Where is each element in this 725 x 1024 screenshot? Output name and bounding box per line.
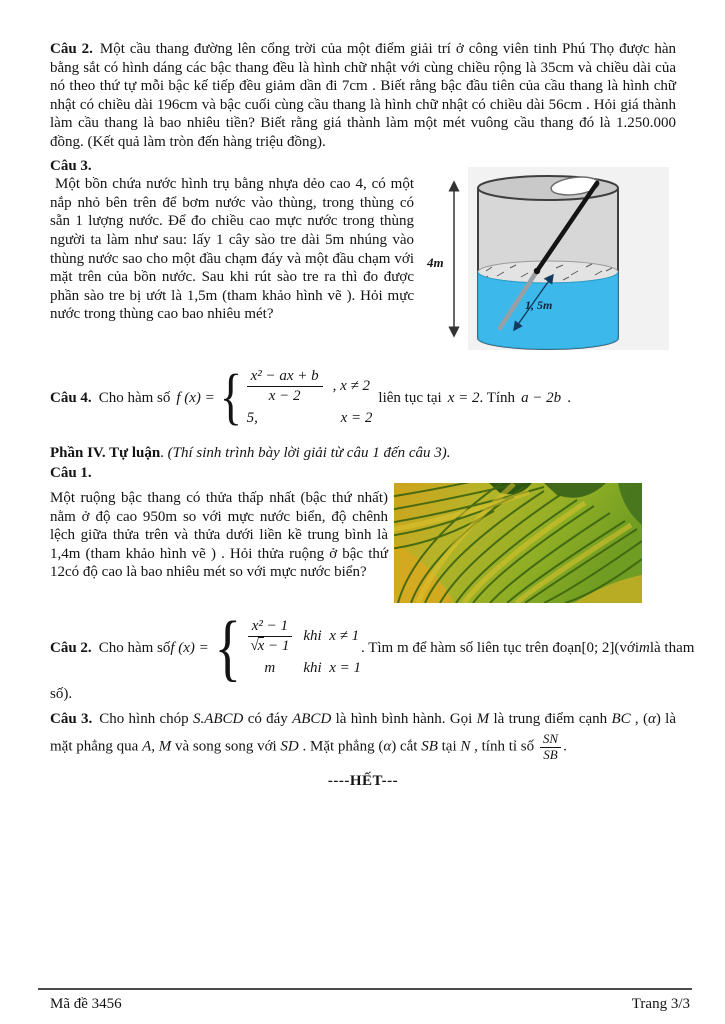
case-2-value-2: m — [264, 660, 276, 677]
left-brace-2: { — [214, 606, 241, 689]
expression-to-compute: a − 2b — [521, 389, 562, 406]
fraction-denominator: x − 2 — [268, 388, 301, 404]
question-3-row — [50, 175, 676, 356]
rice-terraces-svg — [394, 483, 642, 603]
q3-seg: và song song với — [171, 738, 281, 755]
alpha-plane: α — [383, 738, 392, 755]
edge-sd: SD — [280, 738, 299, 755]
point-n: N — [460, 738, 471, 755]
q3-seg: ) là mặt phẳng qua — [50, 710, 676, 755]
question-4-tail-2: . Tính — [479, 389, 516, 406]
parameter-m: m — [639, 639, 650, 656]
ratio-denominator: SB — [543, 747, 558, 763]
function-notation: f (x) = — [176, 389, 215, 406]
q3-seg: ) cắt — [391, 738, 422, 755]
pyramid-name: S.ABCD — [192, 710, 244, 727]
footer-rule — [38, 988, 692, 990]
q3-seg: . Mặt phẳng ( — [298, 738, 384, 755]
case-1-condition: , x ≠ 2 — [332, 378, 371, 395]
radical-sign: √ — [250, 638, 259, 655]
part4-question-2-row — [50, 606, 695, 689]
fraction-2 — [246, 618, 293, 656]
part-4-dot: . — [160, 444, 164, 461]
question-4-tail-1: liên tục tại — [378, 389, 442, 406]
part4-question-2-label: Câu 2. — [50, 639, 92, 656]
question-2-paragraph — [50, 40, 676, 152]
part-4-heading — [50, 444, 676, 463]
q3-seg: là hình bình hành. Gọi — [331, 710, 477, 727]
part4-question-2-tail-2: (với — [614, 639, 640, 656]
part4-question-2-wrap: số). — [50, 686, 73, 703]
question-4-tail-3: . — [567, 389, 571, 406]
q3-seg: tại — [437, 738, 461, 755]
question-2-text: Một cầu thang đường lên cổng trời của một điểm giải trí ở công viên tinh Phú Thọ được hàn bằng sắt có hình dáng các bậc thang đều là hình chữ nhật với cùng chiều rộng là 35cm và chiều dài của nó theo thứ tự mỗi bậc kế tiếp đều giảm dần đi 7cm . Biết rằng bậc đầu tiên của cầu thang là hình chữ nhật có chiều dài 196cm và bậc cuối cùng cầu thang là hình chữ nhật có chiều dài 56cm . Hỏi giá thành làm cầu thang là bao nhiêu tiền? Biết rằng giá thành làm một mét vuông cầu thang đó là 1.250.000 đồng. (Kết quả làm tròn đến hàng triệu đồng). — [50, 41, 676, 150]
water-tank-svg — [426, 167, 669, 350]
left-brace: { — [219, 362, 242, 431]
rice-terraces-image — [394, 483, 642, 609]
function-notation-2: f (x) = — [170, 639, 209, 656]
point-m: M — [476, 710, 490, 727]
page-number: Trang 3/3 — [631, 996, 690, 1012]
part4-question-3-label: Câu 3. — [50, 710, 93, 727]
fraction — [247, 368, 323, 406]
case-1-condition-2: khi x ≠ 1 — [303, 628, 360, 645]
ratio-fraction — [540, 732, 561, 763]
footer — [50, 995, 690, 1014]
alpha-plane: α — [647, 710, 656, 727]
base-name: ABCD — [292, 710, 332, 727]
rod-surface-point — [534, 268, 540, 274]
height-label: 4m — [427, 255, 444, 271]
water-tank-figure — [426, 167, 669, 356]
denominator-rest: − 1 — [264, 638, 290, 655]
radicand: x — [257, 638, 265, 655]
fraction-numerator: x² − ax + b — [247, 368, 323, 387]
question-4-label: Câu 4. — [50, 389, 92, 406]
question-2-label: Câu 2. — [50, 41, 93, 57]
edge-bc: BC — [611, 710, 631, 727]
case-2-condition: x = 2 — [340, 410, 373, 427]
q3-seg: . — [563, 738, 567, 755]
edge-sb: SB — [421, 738, 438, 755]
q3-seg: , ( — [630, 710, 648, 727]
question-3-label: Câu 3. — [50, 157, 92, 174]
continuity-point: x = 2 — [447, 389, 480, 406]
case-2-value: 5, — [246, 410, 258, 427]
question-4-row — [50, 362, 676, 431]
piecewise-cases-2 — [246, 618, 361, 678]
ratio-numerator: SN — [540, 732, 561, 748]
q3-seg: , tính tỉ số — [470, 738, 538, 755]
fraction-2-numerator: x² − 1 — [248, 618, 292, 637]
case-2-condition-2: khi x = 1 — [303, 660, 361, 677]
part-4-title: Phần IV. Tự luận — [50, 444, 161, 461]
end-marker: ----HẾT--- — [327, 773, 399, 790]
piecewise-cases — [247, 368, 373, 428]
q3-seg: Cho hình chóp — [99, 710, 193, 727]
part4-question-1-text: Một ruộng bậc thang có thửa thấp nhất (bậc thứ nhất) nằm ở độ cao 950m so với mực nước biển, độ chênh lệch giữa thửa trên và thửa dưới liền kề trung bình là 1,4m (tham khảo hình vẽ ) . Hỏi thửa ruộng ở bậc thứ 12có độ cao là bao nhiêu mét so với mực nước biển? — [50, 490, 388, 581]
part-4-note: (Thí sinh trình bày lời giải từ câu 1 đến câu 3). — [167, 444, 451, 461]
part4-question-1-label: Câu 1. — [50, 465, 92, 482]
part4-question-2-lead: Cho hàm số — [98, 639, 171, 656]
part4-question-2-tail-3: là tham — [649, 639, 695, 656]
part4-question-3-paragraph — [50, 707, 676, 763]
question-3-text: Một bồn chứa nước hình trụ bằng nhựa dẻo cao 4, có một nắp nhỏ bên trên để bơm nước vào thùng, trong thùng có sẵn 1 lượng nước. Để đo chiều cao mực nước trong thùng người ta làm như sau: lấy 1 cây sào tre dài 5m nhúng vào thùng nước sao cho một đầu chạm đáy và một đầu chạm với mặt trên của bồn nước. Sau khi rút sào tre ra thì đo được phần sào tre bị ướt là 1,5m (tham khảo hình vẽ ). Hỏi mực nước trong thùng cao bao nhiêu mét? — [50, 176, 414, 323]
points-am: A, M — [142, 738, 172, 755]
part4-question-1-row — [50, 483, 676, 609]
wet-length-label: 1, 5m — [525, 298, 553, 313]
q3-seg: có đáy — [243, 710, 293, 727]
interval: [0; 2] — [581, 639, 615, 656]
exam-code: Mã đề 3456 — [50, 996, 122, 1012]
q3-seg: là trung điểm cạnh — [489, 710, 612, 727]
page-content — [50, 40, 695, 791]
fraction-2-denominator — [246, 637, 293, 655]
question-4-lead: Cho hàm số — [98, 389, 171, 406]
part4-question-2-tail-1: . Tìm m để hàm số liên tục trên đoạn — [360, 639, 582, 656]
